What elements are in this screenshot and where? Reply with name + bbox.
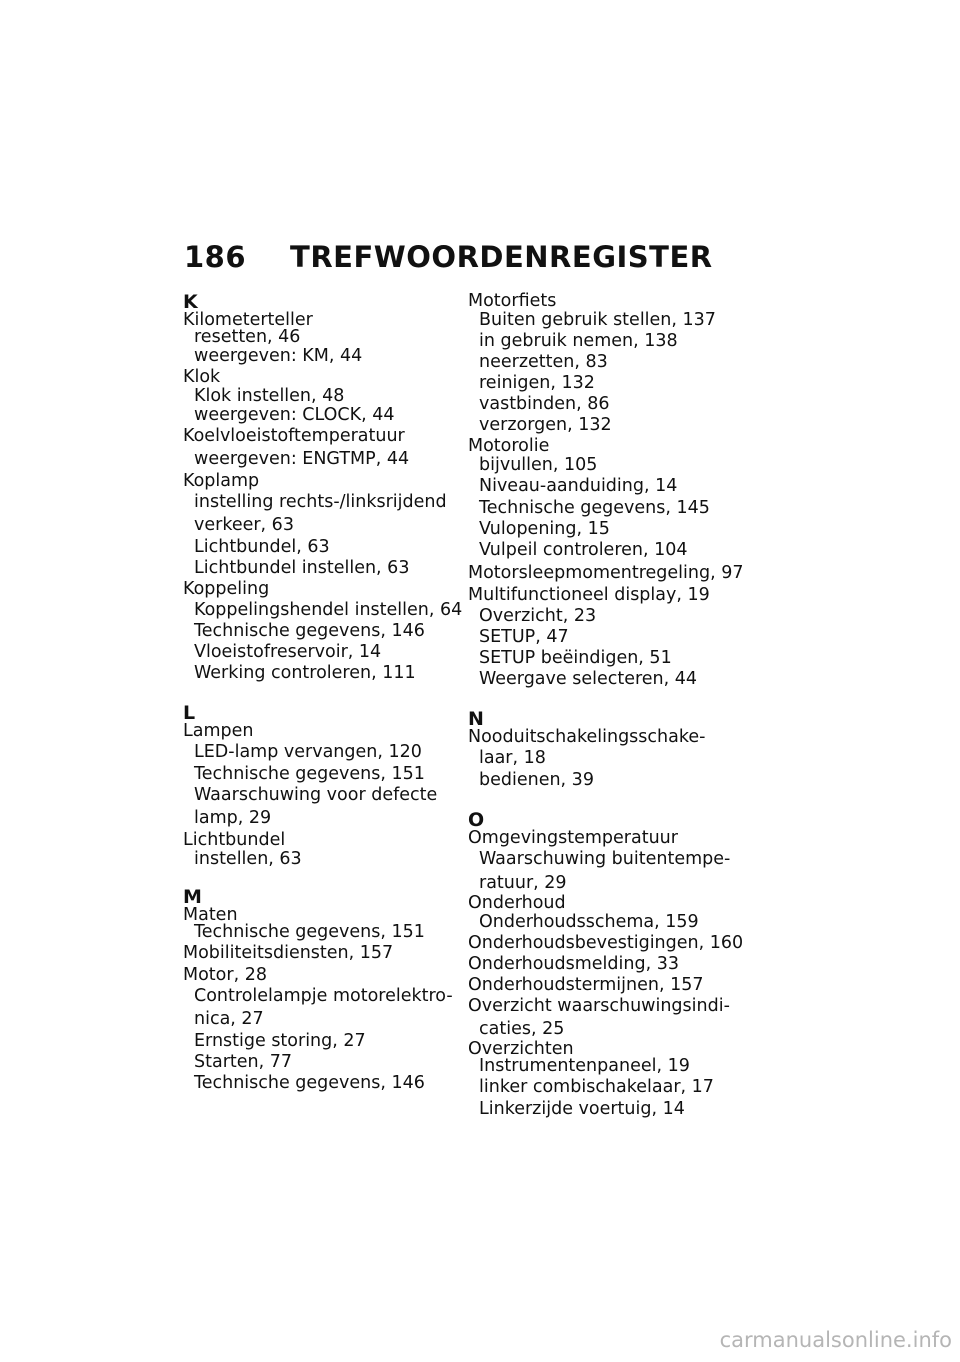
index-subentry: verkeer, 63 xyxy=(194,515,294,535)
index-subentry: in gebruik nemen, 138 xyxy=(479,331,678,351)
index-subentry: Vulopening, 15 xyxy=(479,519,610,539)
page-title: TREFWOORDENREGISTER xyxy=(290,240,713,274)
index-subentry: Technische gegevens, 146 xyxy=(194,1073,425,1093)
index-subentry: SETUP, 47 xyxy=(479,627,569,647)
index-entry: Koplamp xyxy=(183,471,260,491)
index-entry: Overzichten xyxy=(468,1039,574,1059)
index-subentry: SETUP beëindigen, 51 xyxy=(479,648,672,668)
index-subentry: Buiten gebruik stellen, 137 xyxy=(479,310,716,330)
index-subentry: Starten, 77 xyxy=(194,1052,293,1072)
index-entry: Omgevingstemperatuur xyxy=(468,828,678,848)
index-subentry: Weergave selecteren, 44 xyxy=(479,669,698,689)
index-entry: Onderhoudstermijnen, 157 xyxy=(468,975,704,995)
index-entry: Kilometerteller xyxy=(183,310,313,330)
index-subentry: ratuur, 29 xyxy=(479,873,567,893)
index-entry: Motorsleepmomentregeling, 97 xyxy=(468,563,744,583)
page-header xyxy=(184,240,713,274)
index-entry: Klok xyxy=(183,367,221,387)
index-subentry: LED-lamp vervangen, 120 xyxy=(194,742,422,762)
index-entry: Onderhoudsmelding, 33 xyxy=(468,954,679,974)
index-entry: Overzicht waarschuwingsindi- xyxy=(468,996,730,1016)
index-entry: Nooduitschakelingsschake- xyxy=(468,727,706,747)
section-gap xyxy=(183,868,453,888)
index-entry: Motorfiets xyxy=(468,291,557,311)
index-subentry: laar, 18 xyxy=(479,748,546,768)
index-entry: Multifunctioneel display, 19 xyxy=(468,585,710,605)
section-gap xyxy=(468,690,738,710)
section-letter: K xyxy=(183,291,198,313)
section-letter: L xyxy=(183,702,196,724)
index-subentry: Vloeistofreservoir, 14 xyxy=(194,642,382,662)
section-gap xyxy=(468,791,738,811)
index-entry: Koppeling xyxy=(183,579,270,599)
index-subentry: lamp, 29 xyxy=(194,808,272,828)
section-letter: N xyxy=(468,708,484,730)
index-subentry: bedienen, 39 xyxy=(479,770,594,790)
index-subentry: weergeven: ENGTMP, 44 xyxy=(194,449,410,469)
index-entry: Mobiliteitsdiensten, 157 xyxy=(183,943,394,963)
index-column-left xyxy=(183,291,463,1094)
index-subentry: linker combischakelaar, 17 xyxy=(479,1077,714,1097)
index-subentry: verzorgen, 132 xyxy=(479,415,612,435)
index-entry: Lichtbundel xyxy=(183,830,286,850)
watermark: carmanualsonline.info xyxy=(719,1328,952,1352)
index-subentry: Waarschuwing voor defecte xyxy=(194,785,438,805)
index-subentry: vastbinden, 86 xyxy=(479,394,610,414)
index-subentry: Lichtbundel instellen, 63 xyxy=(194,558,410,578)
index-subentry: Werking controleren, 111 xyxy=(194,663,416,683)
index-entry: Lampen xyxy=(183,721,254,741)
index-subentry: weergeven: KM, 44 xyxy=(194,346,363,366)
index-entry: Maten xyxy=(183,905,238,925)
index-subentry: Technische gegevens, 146 xyxy=(194,621,425,641)
index-subentry: Onderhoudsschema, 159 xyxy=(479,912,699,932)
index-subentry: instellen, 63 xyxy=(194,849,302,869)
index-subentry: Vulpeil controleren, 104 xyxy=(479,540,688,560)
index-entry: Onderhoudsbevestigingen, 160 xyxy=(468,933,744,953)
page-number: 186 xyxy=(184,240,247,274)
index-subentry: Overzicht, 23 xyxy=(479,606,597,626)
index-entry: Motor, 28 xyxy=(183,965,267,985)
index-subentry: reinigen, 132 xyxy=(479,373,595,393)
index-subentry: nica, 27 xyxy=(194,1009,264,1029)
index-subentry: Instrumentenpaneel, 19 xyxy=(479,1056,690,1076)
section-gap xyxy=(183,684,453,704)
index-entry: Onderhoud xyxy=(468,893,566,913)
index-subentry: Klok instellen, 48 xyxy=(194,386,345,406)
index-column-right xyxy=(468,291,744,1120)
index-subentry: Waarschuwing buitentempe- xyxy=(479,849,731,869)
index-subentry: Technische gegevens, 151 xyxy=(194,764,425,784)
index-subentry: bijvullen, 105 xyxy=(479,455,598,475)
section-letter: O xyxy=(468,809,485,831)
index-subentry: Ernstige storing, 27 xyxy=(194,1031,366,1051)
index-subentry: Niveau-aanduiding, 14 xyxy=(479,476,678,496)
index-subentry: Koppelingshendel instellen, 64 xyxy=(194,600,463,620)
index-entry: Motorolie xyxy=(468,436,550,456)
index-subentry: caties, 25 xyxy=(479,1019,565,1039)
index-subentry: instelling rechts-/linksrijdend xyxy=(194,492,447,512)
section-letter: M xyxy=(183,886,202,908)
index-subentry: Lichtbundel, 63 xyxy=(194,537,330,557)
index-subentry: neerzetten, 83 xyxy=(479,352,608,372)
index-entry: Koelvloeistoftemperatuur xyxy=(183,426,405,446)
index-subentry: resetten, 46 xyxy=(194,327,301,347)
index-subentry: Technische gegevens, 151 xyxy=(194,922,425,942)
index-subentry: Technische gegevens, 145 xyxy=(479,498,710,518)
index-subentry: Linkerzijde voertuig, 14 xyxy=(479,1099,685,1119)
index-subentry: weergeven: CLOCK, 44 xyxy=(194,405,395,425)
index-subentry: Controlelampje motorelektro- xyxy=(194,986,453,1006)
